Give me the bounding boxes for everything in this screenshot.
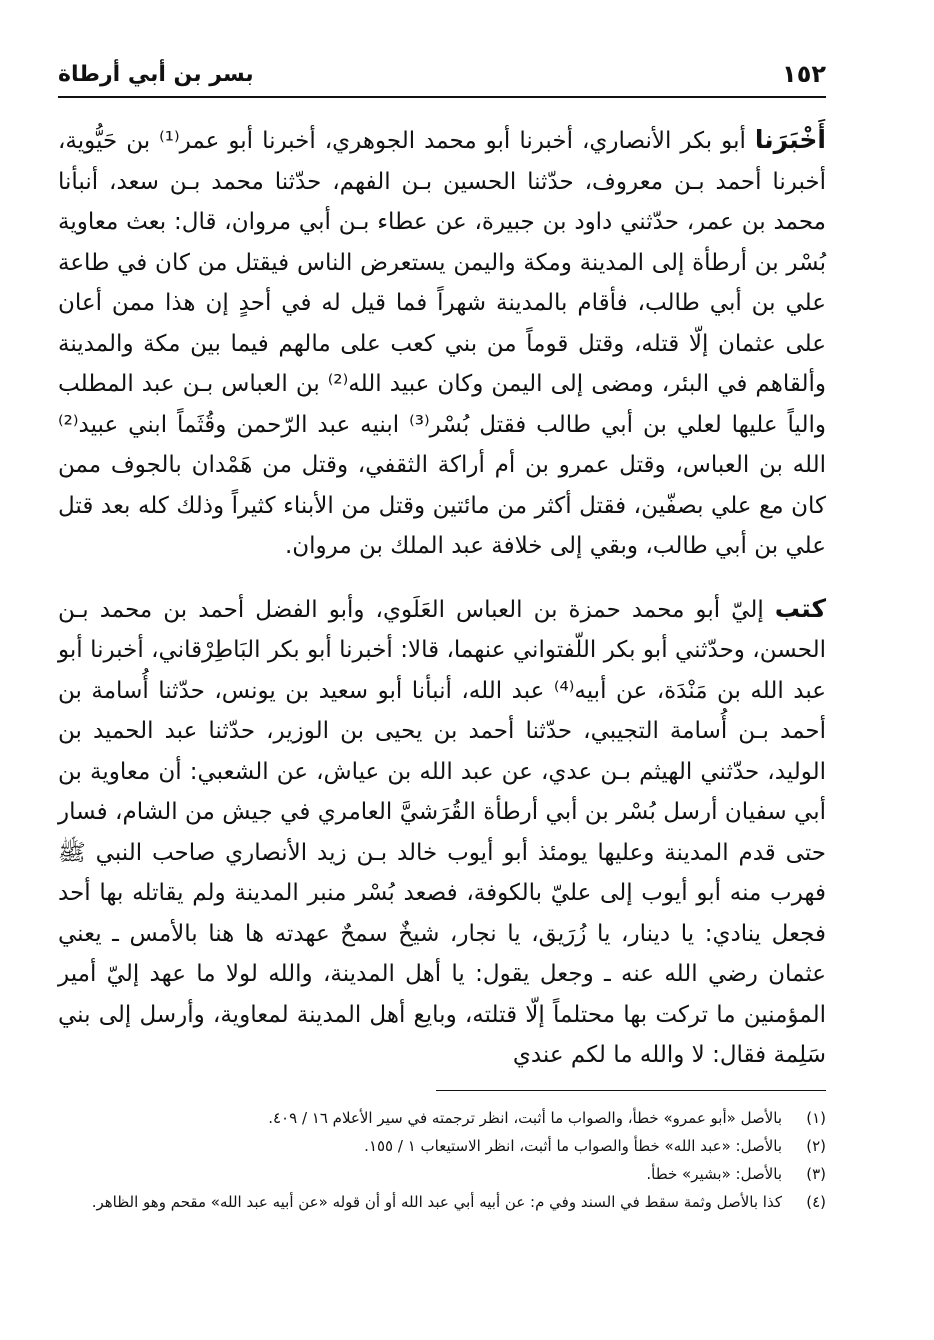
footnote-2-text: بالأصل: «عبد الله» خطأ والصواب ما أثبت، انظر الاستيعاب ١ / ١٥٥.: [364, 1137, 782, 1155]
paragraph-1-text: أبو بكر الأنصاري، أخبرنا أبو محمد الجوهري، أخبرنا أبو عمر⁽¹⁾ بن حَيُّوية، أخبرنا أحمد بـن معروف، حدّثنا الحسين بـن الفهم، حدّثنا محمد بـن سعد، أنبأنا محمد بن عمر، حدّثني داود بن جبيرة، عن عطاء بـن أبي مروان، قال: بعث معاوية بُسْر بن أرطأة إلى المدينة ومكة واليمن يستعرض الناس فيقتل من كان في طاعة علي بن أبي طالب، فأقام بالمدينة شهراً فما قيل له في أحدٍ إن هذا ممن أعان على عثمان إلّا قتله، وقتل قوماً من بني كعب على مالهم فيما بين مكة والمدينة وألقاهم في البئر، ومضى إلى اليمن وكان عبيد الله⁽²⁾ بن العباس بـن عبد المطلب والياً عليها لعلي بن أبي طالب فقتل بُسْر⁽³⁾ ابنيه عبد الرّحمن وقُثَماً ابني عبيد⁽²⁾ الله بن العباس، وقتل عمرو بن أم أراكة الثقفي، وقتل من هَمْدان بالجوف ممن كان مع علي بصفّين، فقتل أكثر من مائتين وقتل من الأبناء كثيراً وذلك كله بعد قتل علي بن أبي طالب، وبقي إلى خلافة عبد الملك بن مروان.: [58, 128, 826, 559]
footnote-2: [58, 1132, 826, 1160]
footnote-4-text: كذا بالأصل وثمة سقط في السند وفي م: عن أبيه أبي عبد الله أو أن قوله «عن أبيه عبد الله» مقحم وهو الظاهر.: [91, 1193, 782, 1211]
footnote-4: [58, 1188, 826, 1216]
footnote-3-text: بالأصل: «بشير» خطأ.: [646, 1165, 782, 1183]
paragraph-2: [58, 589, 826, 1076]
running-title: بسر بن أبي أرطاة: [58, 62, 254, 87]
page-number: ١٥٢: [782, 60, 826, 88]
footnote-1-number: (١): [806, 1109, 826, 1127]
footnote-separator: [436, 1090, 826, 1091]
paragraph-2-text: إليّ أبو محمد حمزة بن العباس العَلَوي، وأبو الفضل أحمد بن محمد بـن الحسن، وحدّثني أبو بكر اللّفتواني عنهما، قالا: أخبرنا أبو بكر البَاطِرْقاني، أخبرنا أبو عبد الله بن مَنْدَة، عن أبيه⁽⁴⁾ عبد الله، أنبأنا أبو سعيد بن يونس، حدّثنا أُسامة بن أحمد بـن أُسامة التجيبي، حدّثنا أحمد بن يحيى بن الوزير، حدّثنا عبد الحميد بن الوليد، حدّثني الهيثم بـن عدي، عن عبد الله بن عياش، عن الشعبي: أن معاوية بن أبي سفيان أرسل بُسْر بن أبي أرطأة القُرَشيَّ العامري في جيش من الشام، فسار حتى قدم المدينة وعليها يومئذ أبو أيوب خالد بـن زيد الأنصاري صاحب النبي ﷺ فهرب منه أبو أيوب إلى عليّ بالكوفة، فصعد بُسْر منبر المدينة ولم يقاتله بها أحد فجعل ينادي: يا دينار، يا زُرَيق، يا نجار، شيخٌ سمحٌ عهدته ها هنا بالأمس ـ يعني عثمان رضي الله عنه ـ وجعل يقول: يا أهل المدينة، والله لولا ما عهد إليّ أمير المؤمنين ما تركت بها محتلماً إلّا قتلته، وبايع أهل المدينة لمعاوية، وأرسل إلى بني سَلِمة فقال: لا والله ما لكم عندي: [58, 596, 826, 1068]
footnote-3: [58, 1160, 826, 1188]
footnote-2-number: (٢): [806, 1137, 826, 1155]
paragraph-1: [58, 120, 826, 567]
paragraph-2-lead: كتب: [774, 593, 826, 623]
footnote-4-number: (٤): [806, 1193, 826, 1211]
footnote-3-number: (٣): [806, 1165, 826, 1183]
page-header: [58, 58, 826, 98]
footnote-1: [58, 1104, 826, 1132]
main-text: [58, 120, 826, 1098]
footnote-1-text: بالأصل «أبو عمرو» خطأ، والصواب ما أثبت، انظر ترجمته في سير الأعلام ١٦ / ٤٠٩.: [268, 1109, 782, 1127]
paragraph-1-lead: أَخْبَرَنا: [754, 125, 826, 154]
footnotes: [58, 1104, 826, 1216]
